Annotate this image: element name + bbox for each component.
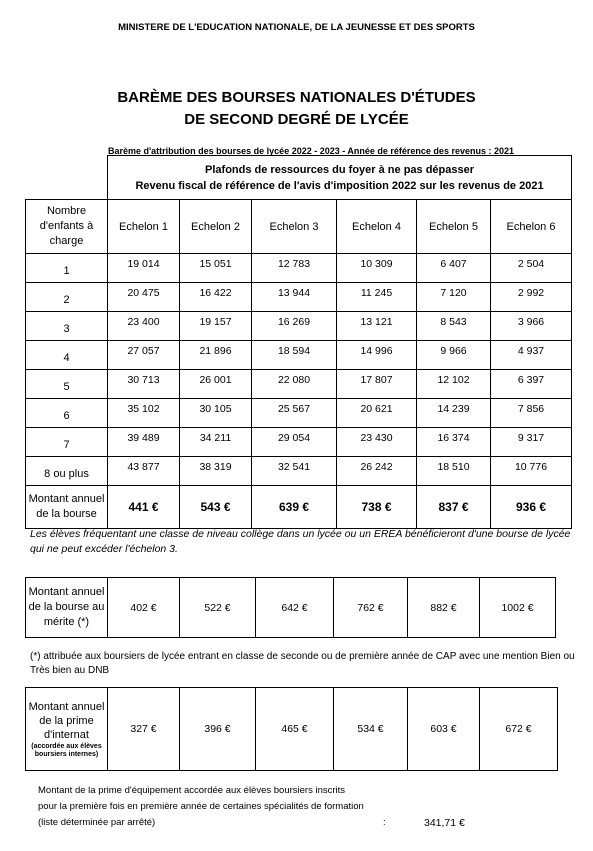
merit-label-line: de la bourse au bbox=[28, 601, 105, 613]
plafond-value: 30 713 bbox=[108, 370, 180, 399]
table-row bbox=[26, 370, 572, 399]
echelon-header: Echelon 3 bbox=[252, 200, 337, 254]
children-count: 4 bbox=[26, 341, 108, 370]
footer-colon: : bbox=[383, 817, 386, 828]
internat-label-line: Montant annuel bbox=[28, 700, 105, 713]
internat-amount: 327 € bbox=[108, 688, 180, 771]
plafond-value: 29 054 bbox=[252, 428, 337, 457]
equipment-premium-block bbox=[38, 783, 558, 831]
table-row bbox=[26, 428, 572, 457]
plafond-value: 20 475 bbox=[108, 283, 180, 312]
footer-line2: pour la première fois en première année de certaines spécialités de formation bbox=[38, 801, 364, 812]
plafond-value: 8 543 bbox=[417, 312, 491, 341]
plafond-value: 12 102 bbox=[417, 370, 491, 399]
children-count: 2 bbox=[26, 283, 108, 312]
plafond-value: 2 992 bbox=[491, 283, 572, 312]
plafond-value: 13 944 bbox=[252, 283, 337, 312]
bareme-subtitle: Barème d'attribution des bourses de lycée 2022 - 2023 - Année de référence des revenus : 2021 bbox=[108, 146, 514, 156]
children-header-line: d'enfants à bbox=[39, 220, 94, 232]
bourse-amount: 441 € bbox=[108, 486, 180, 529]
children-count: 3 bbox=[26, 312, 108, 341]
children-header-line: Nombre bbox=[46, 205, 87, 217]
bourse-amount: 936 € bbox=[491, 486, 572, 529]
internat-label-note: (accordée aux élèves boursiers internes) bbox=[31, 742, 102, 758]
bourse-amount: 639 € bbox=[252, 486, 337, 529]
plafond-value: 25 567 bbox=[252, 399, 337, 428]
plafond-value: 19 157 bbox=[180, 312, 252, 341]
table-row bbox=[26, 312, 572, 341]
plafond-value: 16 422 bbox=[180, 283, 252, 312]
echelon-header: Echelon 1 bbox=[108, 200, 180, 254]
children-header-line: charge bbox=[49, 235, 84, 247]
internat-label-line: de la prime bbox=[39, 714, 94, 727]
plafond-value: 23 430 bbox=[337, 428, 417, 457]
bourse-amount: 543 € bbox=[180, 486, 252, 529]
bourse-amount: 837 € bbox=[417, 486, 491, 529]
plafond-value: 39 489 bbox=[108, 428, 180, 457]
merit-amount: 882 € bbox=[408, 578, 480, 638]
plafond-value: 7 856 bbox=[491, 399, 572, 428]
plafond-value: 14 239 bbox=[417, 399, 491, 428]
plafond-value: 9 966 bbox=[417, 341, 491, 370]
internat-amount: 672 € bbox=[480, 688, 558, 771]
merit-label bbox=[26, 578, 108, 638]
plafond-value: 18 594 bbox=[252, 341, 337, 370]
plafond-value: 26 001 bbox=[180, 370, 252, 399]
merit-note: (*) attribuée aux boursiers de lycée entrant en classe de seconde ou de première année de CAP avec une mention Bien ou Très bien au DNB bbox=[30, 651, 575, 676]
merit-label-line: Montant annuel bbox=[28, 586, 105, 598]
plafond-value: 32 541 bbox=[252, 457, 337, 486]
internat-amount: 603 € bbox=[408, 688, 480, 771]
echelon-header: Echelon 2 bbox=[180, 200, 252, 254]
children-count: 7 bbox=[26, 428, 108, 457]
children-count: 1 bbox=[26, 254, 108, 283]
internat-label-line: d'internat bbox=[44, 728, 89, 741]
plafond-value: 21 896 bbox=[180, 341, 252, 370]
plafond-value: 3 966 bbox=[491, 312, 572, 341]
children-count: 6 bbox=[26, 399, 108, 428]
plafonds-line2: Revenu fiscal de référence de l'avis d'imposition 2022 sur les revenus de 2021 bbox=[135, 179, 544, 192]
internat-amount: 534 € bbox=[334, 688, 408, 771]
internat-amount: 396 € bbox=[180, 688, 256, 771]
plafond-value: 17 807 bbox=[337, 370, 417, 399]
merit-table bbox=[25, 577, 556, 638]
echelon-header: Echelon 5 bbox=[417, 200, 491, 254]
footer-line1: Montant de la prime d'équipement accordée aux élèves boursiers inscrits bbox=[38, 785, 346, 796]
plafonds-line1: Plafonds de ressources du foyer à ne pas dépasser bbox=[205, 163, 475, 176]
empty-corner bbox=[26, 156, 108, 200]
plafond-value: 20 621 bbox=[337, 399, 417, 428]
amount-label-line: de la bourse bbox=[36, 508, 97, 520]
plafond-value: 30 105 bbox=[180, 399, 252, 428]
table-row bbox=[26, 399, 572, 428]
echelon-header: Echelon 6 bbox=[491, 200, 572, 254]
plafond-value: 2 504 bbox=[491, 254, 572, 283]
amount-label-line: Montant annuel bbox=[28, 493, 105, 505]
plafond-value: 19 014 bbox=[108, 254, 180, 283]
plafond-value: 6 407 bbox=[417, 254, 491, 283]
plafond-value: 26 242 bbox=[337, 457, 417, 486]
bareme-table bbox=[25, 155, 572, 529]
footer-line3: (liste déterminée par arrêté) bbox=[38, 817, 156, 828]
plafond-value: 10 309 bbox=[337, 254, 417, 283]
plafond-value: 38 319 bbox=[180, 457, 252, 486]
bourse-amount: 738 € bbox=[337, 486, 417, 529]
equipment-premium-amount: 341,71 € bbox=[424, 817, 465, 829]
plafond-value: 22 080 bbox=[252, 370, 337, 399]
plafond-value: 4 937 bbox=[491, 341, 572, 370]
plafond-value: 7 120 bbox=[417, 283, 491, 312]
merit-label-line: mérite (*) bbox=[43, 616, 90, 628]
merit-amount: 522 € bbox=[180, 578, 256, 638]
merit-amount: 402 € bbox=[108, 578, 180, 638]
plafond-value: 34 211 bbox=[180, 428, 252, 457]
internat-label bbox=[26, 688, 108, 771]
plafond-value: 9 317 bbox=[491, 428, 572, 457]
plafond-value: 13 121 bbox=[337, 312, 417, 341]
plafond-value: 35 102 bbox=[108, 399, 180, 428]
plafonds-header bbox=[108, 156, 572, 200]
amount-label bbox=[26, 486, 108, 529]
merit-amount: 1002 € bbox=[480, 578, 556, 638]
table-row bbox=[26, 283, 572, 312]
children-count: 8 ou plus bbox=[26, 457, 108, 486]
page-title-line1: BARÈME DES BOURSES NATIONALES D'ÉTUDES bbox=[117, 89, 476, 106]
plafond-value: 43 877 bbox=[108, 457, 180, 486]
plafond-value: 27 057 bbox=[108, 341, 180, 370]
ministry-header: MINISTERE DE L'EDUCATION NATIONALE, DE LA JEUNESSE ET DES SPORTS bbox=[118, 22, 475, 33]
merit-amount: 642 € bbox=[256, 578, 334, 638]
internat-table bbox=[25, 687, 558, 771]
children-header bbox=[26, 200, 108, 254]
plafond-value: 23 400 bbox=[108, 312, 180, 341]
page-title-line2: DE SECOND DEGRÉ DE LYCÉE bbox=[184, 111, 409, 128]
plafond-value: 12 783 bbox=[252, 254, 337, 283]
plafond-value: 14 996 bbox=[337, 341, 417, 370]
table-row bbox=[26, 341, 572, 370]
echelon-header: Echelon 4 bbox=[337, 200, 417, 254]
plafond-value: 15 051 bbox=[180, 254, 252, 283]
plafond-value: 6 397 bbox=[491, 370, 572, 399]
college-note: Les élèves fréquentant une classe de niveau collège dans un lycée ou un EREA bénéficieront d'une bourse de lycée qui ne peut excéder l'échelon 3. bbox=[30, 528, 571, 555]
plafond-value: 16 269 bbox=[252, 312, 337, 341]
plafond-value: 10 776 bbox=[491, 457, 572, 486]
plafond-value: 16 374 bbox=[417, 428, 491, 457]
plafond-value: 11 245 bbox=[337, 283, 417, 312]
plafond-value: 18 510 bbox=[417, 457, 491, 486]
merit-amount: 762 € bbox=[334, 578, 408, 638]
internat-amount: 465 € bbox=[256, 688, 334, 771]
children-count: 5 bbox=[26, 370, 108, 399]
table-row bbox=[26, 254, 572, 283]
table-row bbox=[26, 457, 572, 486]
